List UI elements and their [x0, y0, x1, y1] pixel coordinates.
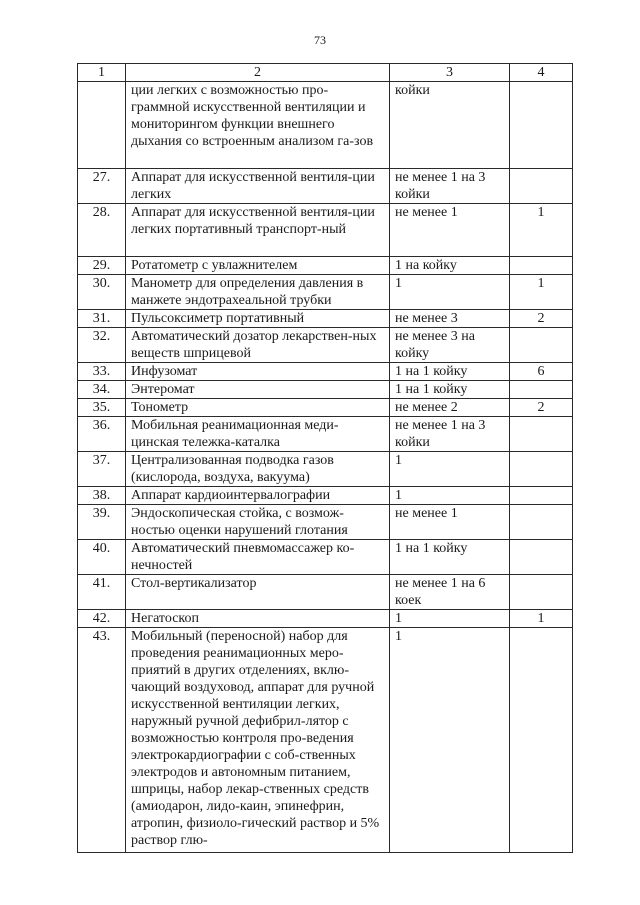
row-equipment-name: Автоматический дозатор лекарствен-ных веществ шприцевой [126, 328, 390, 363]
row-quantity: не менее 1 на 3 койки [390, 169, 510, 204]
row-quantity: не менее 1 на 6 коек [390, 575, 510, 610]
table-row [78, 381, 573, 399]
row-quantity: 1 [390, 487, 510, 505]
row-quantity: не менее 2 [390, 399, 510, 417]
row-equipment-name: Пульсоксиметр портативный [126, 310, 390, 328]
row-equipment-name: Централизованная подводка газов (кислорода, воздуха, вакуума) [126, 452, 390, 487]
row-equipment-name: Аппарат для искусственной вентиля-ции легких [126, 169, 390, 204]
row-col4-quantity [510, 505, 573, 540]
row-equipment-name: Энтеромат [126, 381, 390, 399]
row-col4-quantity [510, 328, 573, 363]
row-quantity: 1 на 1 койку [390, 363, 510, 381]
row-quantity: не менее 3 на койку [390, 328, 510, 363]
table-row [78, 82, 573, 169]
row-number: 29. [78, 257, 126, 275]
row-col4-quantity: 1 [510, 610, 573, 628]
table-row [78, 628, 573, 853]
row-number: 27. [78, 169, 126, 204]
row-equipment-name: Ротатометр с увлажнителем [126, 257, 390, 275]
row-quantity: не менее 3 [390, 310, 510, 328]
row-quantity: койки [390, 82, 510, 169]
row-number: 38. [78, 487, 126, 505]
row-equipment-name: Эндоскопическая стойка, с возмож-ностью оценки нарушений глотания [126, 505, 390, 540]
row-col4-quantity: 6 [510, 363, 573, 381]
equipment-table [77, 63, 573, 853]
table-row [78, 257, 573, 275]
table-row [78, 275, 573, 310]
row-col4-quantity: 2 [510, 399, 573, 417]
row-equipment-name: ции легких с возможностью про-граммной искусственной вентиляции и мониторингом функции внешнего дыхания со встроенным анализом га-зов [126, 82, 390, 169]
row-number: 41. [78, 575, 126, 610]
header-col-1: 1 [78, 64, 126, 82]
header-col-2: 2 [126, 64, 390, 82]
row-col4-quantity [510, 540, 573, 575]
row-col4-quantity [510, 169, 573, 204]
row-number: 42. [78, 610, 126, 628]
header-col-3: 3 [390, 64, 510, 82]
row-equipment-name: Манометр для определения давления в манжете эндотрахеальной трубки [126, 275, 390, 310]
row-equipment-name: Автоматический пневмомассажер ко-нечностей [126, 540, 390, 575]
table-row [78, 169, 573, 204]
row-number: 31. [78, 310, 126, 328]
row-quantity: не менее 1 на 3 койки [390, 417, 510, 452]
row-number: 33. [78, 363, 126, 381]
row-col4-quantity: 1 [510, 275, 573, 310]
table-row [78, 363, 573, 381]
row-quantity: не менее 1 [390, 505, 510, 540]
row-number: 36. [78, 417, 126, 452]
row-col4-quantity: 2 [510, 310, 573, 328]
row-quantity: 1 [390, 452, 510, 487]
row-col4-quantity [510, 628, 573, 853]
row-col4-quantity [510, 487, 573, 505]
table-row [78, 540, 573, 575]
row-number: 43. [78, 628, 126, 853]
table-row [78, 452, 573, 487]
row-equipment-name: Инфузомат [126, 363, 390, 381]
row-col4-quantity [510, 82, 573, 169]
row-col4-quantity [510, 417, 573, 452]
table-row [78, 487, 573, 505]
row-number: 32. [78, 328, 126, 363]
row-number: 39. [78, 505, 126, 540]
row-quantity: 1 [390, 275, 510, 310]
row-equipment-name: Мобильная реанимационная меди-цинская тележка-каталка [126, 417, 390, 452]
row-quantity: 1 [390, 610, 510, 628]
row-col4-quantity [510, 452, 573, 487]
row-number [78, 82, 126, 169]
table-row [78, 575, 573, 610]
table-row [78, 328, 573, 363]
row-equipment-name: Мобильный (переносной) набор для проведения реанимационных меро-приятий в других отделениях, вклю-чающий воздуховод, аппарат для ручной искусственной вентиляции легких, наружный ручной дефибрил-лятор с возможностью контроля про-ведения электрокардиографии с соб-ственных электродов и автономным питанием, шприцы, набор лекар-ственных средств (амиодарон, лидо-каин, эпинефрин, атропин, физиоло-гический раствор и 5% раствор глю- [126, 628, 390, 853]
row-col4-quantity [510, 381, 573, 399]
row-quantity: 1 на 1 койку [390, 381, 510, 399]
page-number: 73 [314, 33, 326, 47]
table-row [78, 610, 573, 628]
table-row [78, 417, 573, 452]
row-number: 30. [78, 275, 126, 310]
table-row [78, 204, 573, 257]
row-col4-quantity [510, 575, 573, 610]
row-quantity: 1 на койку [390, 257, 510, 275]
row-quantity: 1 на 1 койку [390, 540, 510, 575]
row-number: 35. [78, 399, 126, 417]
row-equipment-name: Аппарат кардиоинтервалографии [126, 487, 390, 505]
table-row [78, 399, 573, 417]
table-row [78, 505, 573, 540]
row-quantity: 1 [390, 628, 510, 853]
row-number: 34. [78, 381, 126, 399]
table-header-row [78, 64, 573, 82]
row-col4-quantity [510, 257, 573, 275]
row-quantity: не менее 1 [390, 204, 510, 257]
row-col4-quantity: 1 [510, 204, 573, 257]
row-number: 37. [78, 452, 126, 487]
row-number: 40. [78, 540, 126, 575]
header-col-4: 4 [510, 64, 573, 82]
row-equipment-name: Аппарат для искусственной вентиля-ции легких портативный транспорт-ный [126, 204, 390, 257]
row-equipment-name: Тонометр [126, 399, 390, 417]
row-equipment-name: Негатоскоп [126, 610, 390, 628]
row-equipment-name: Стол-вертикализатор [126, 575, 390, 610]
row-number: 28. [78, 204, 126, 257]
table-row [78, 310, 573, 328]
